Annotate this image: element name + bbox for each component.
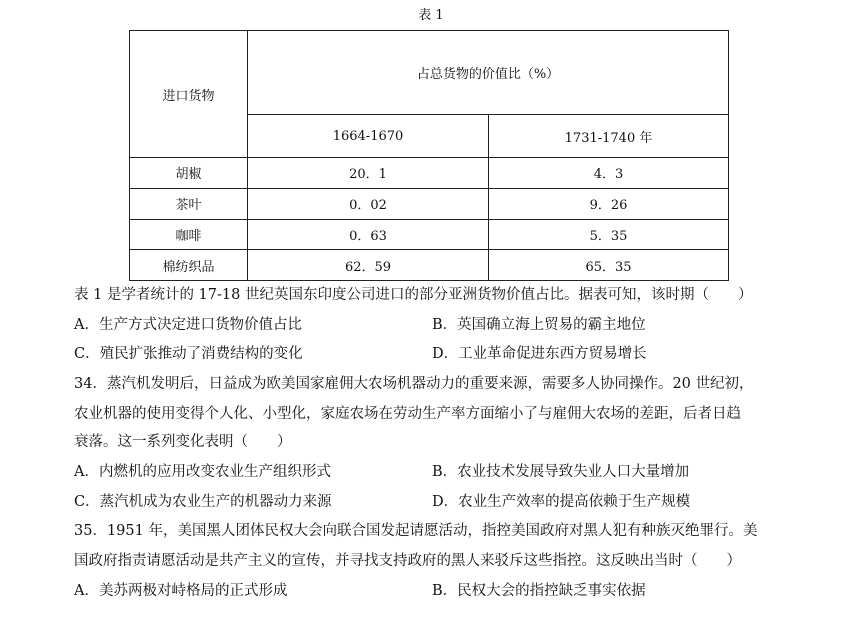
row-value-1: 62．59 bbox=[248, 250, 489, 281]
header-goods: 进口货物 bbox=[130, 31, 248, 158]
table-row bbox=[130, 188, 729, 219]
q33-option-c[interactable]: C．殖民扩张推动了消费结构的变化 bbox=[74, 346, 303, 362]
q35-option-b[interactable]: B．民权大会的指控缺乏事实依据 bbox=[432, 583, 646, 599]
row-item: 茶叶 bbox=[130, 188, 248, 219]
header-period-2: 1731-1740 年 bbox=[489, 115, 729, 158]
q33-option-d[interactable]: D．工业革命促进东西方贸易增长 bbox=[432, 346, 647, 362]
q33-stem: 表 1 是学者统计的 17-18 世纪英国东印度公司进口的部分亚洲货物价值占比。据表可知，该时期（ ） bbox=[74, 287, 753, 303]
q34-option-c[interactable]: C．蒸汽机成为农业生产的机器动力来源 bbox=[74, 494, 332, 510]
q34-stem-line-3: 衰落。这一系列变化表明（ ） bbox=[74, 434, 292, 450]
row-value-1: 20．1 bbox=[248, 158, 489, 189]
q34-option-b[interactable]: B．农业技术发展导致失业人口大量增加 bbox=[432, 464, 690, 480]
header-period-1: 1664-1670 bbox=[248, 115, 489, 158]
q35-stem-line-1: 35．1951 年，美国黑人团体民权大会向联合国发起请愿活动，指控美国政府对黑人犯有种族灭绝罪行。美 bbox=[74, 523, 758, 539]
q34-option-a[interactable]: A．内燃机的应用改变农业生产组织形式 bbox=[74, 464, 331, 480]
row-value-1: 0．63 bbox=[248, 219, 489, 250]
q35-stem-line-2: 国政府指责请愿活动是共产主义的宣传，并寻找支持政府的黑人来驳斥这些指控。这反映出当时（ ） bbox=[74, 553, 741, 569]
row-value-2: 5．35 bbox=[489, 219, 729, 250]
row-item: 胡椒 bbox=[130, 158, 248, 189]
table-row bbox=[130, 158, 729, 189]
row-value-2: 65．35 bbox=[489, 250, 729, 281]
q34-stem-line-2: 农业机器的使用变得个人化、小型化，家庭农场在劳动生产率方面缩小了与雇佣大农场的差距，后者日趋 bbox=[74, 406, 741, 422]
row-value-2: 9．26 bbox=[489, 188, 729, 219]
row-item: 棉纺织品 bbox=[130, 250, 248, 281]
row-item: 咖啡 bbox=[130, 219, 248, 250]
q33-option-a[interactable]: A．生产方式决定进口货物价值占比 bbox=[74, 317, 302, 333]
header-share: 占总货物的价值比（%） bbox=[248, 31, 729, 115]
row-value-1: 0．02 bbox=[248, 188, 489, 219]
table-row bbox=[130, 250, 729, 281]
table-row bbox=[130, 219, 729, 250]
row-value-2: 4．3 bbox=[489, 158, 729, 189]
table-caption: 表 1 bbox=[418, 8, 444, 23]
goods-value-table bbox=[129, 30, 729, 281]
q34-stem-line-1: 34．蒸汽机发明后，日益成为欧美国家雇佣大农场机器动力的重要来源，需要多人协同操作。20 世纪初， bbox=[74, 376, 754, 392]
q34-option-d[interactable]: D．农业生产效率的提高依赖于生产规模 bbox=[432, 494, 691, 510]
q33-option-b[interactable]: B．英国确立海上贸易的霸主地位 bbox=[432, 317, 646, 333]
q35-option-a[interactable]: A．美苏两极对峙格局的正式形成 bbox=[74, 583, 288, 599]
